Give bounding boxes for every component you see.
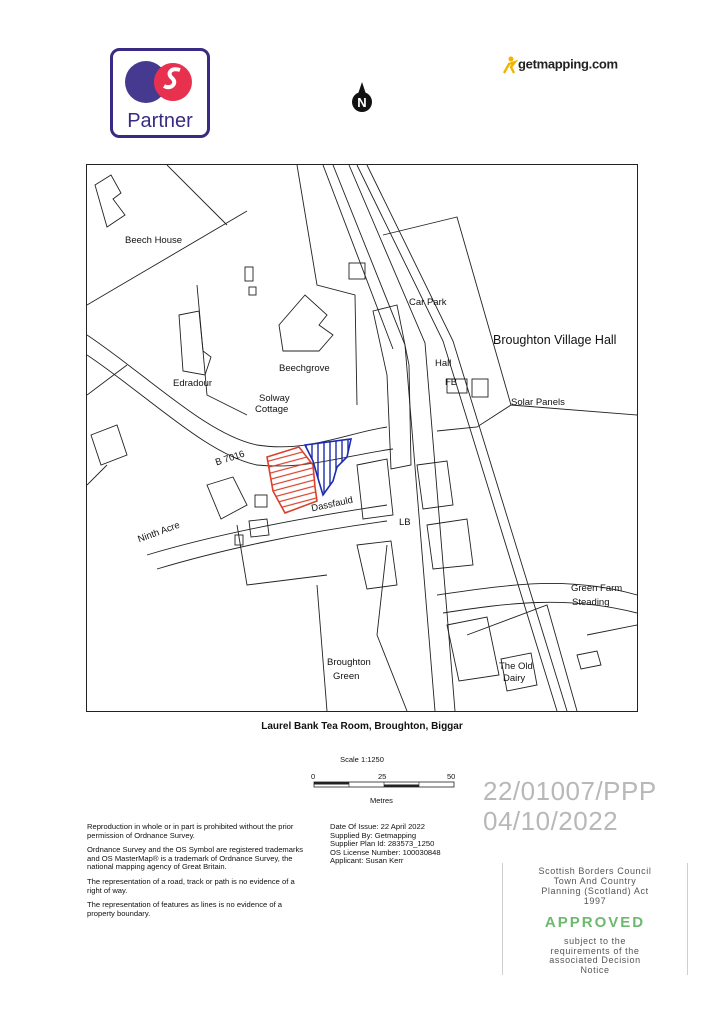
os-license: OS License Number: 100030848 xyxy=(330,847,441,857)
scale-tick-25: 25 xyxy=(378,772,387,781)
issue-date: Date Of Issue: 22 April 2022 xyxy=(330,822,425,831)
label-hall: Hall xyxy=(435,358,452,369)
label-broughton: Broughton xyxy=(327,657,371,668)
stamp-header-3: Planning (Scotland) Act xyxy=(541,886,649,896)
planning-reference: 22/01007/PPP xyxy=(483,776,657,806)
scale-label: Scale 1:1250 xyxy=(340,755,384,764)
scale-tick-50: 50 xyxy=(447,772,456,781)
map-linework xyxy=(87,165,637,711)
label-dairy: Dairy xyxy=(503,673,526,684)
note-trademark: Ordnance Survey and the OS Symbol are registered trademarks and OS MasterMap® is a trademark of Ordnance Survey, the national mapping agency of Great Britain. xyxy=(87,845,304,872)
stamp-status: APPROVED xyxy=(544,914,646,931)
label-steading: Steading xyxy=(572,597,610,608)
label-fb: FB xyxy=(445,377,458,388)
approval-stamp xyxy=(502,863,688,975)
stamp-sub-2: requirements of the xyxy=(550,945,640,956)
map-title: Laurel Bank Tea Room, Broughton, Biggar xyxy=(261,721,463,732)
label-edradour: Edradour xyxy=(173,378,213,389)
label-lb: LB xyxy=(399,517,411,528)
scale-unit: Metres xyxy=(370,796,393,805)
label-cottage: Cottage xyxy=(255,404,289,415)
label-b7016: B 7016 xyxy=(214,448,247,469)
scale-bar xyxy=(308,772,458,808)
label-green: Green xyxy=(333,671,360,682)
getmapping-figure-icon xyxy=(502,56,518,74)
stamp-header-4: 1997 xyxy=(583,896,607,906)
label-solar-panels: Solar Panels xyxy=(511,397,565,408)
supplier: Supplied By: Getmapping xyxy=(330,830,417,840)
issue-details xyxy=(330,823,490,866)
label-dassfauld: Dassfauld xyxy=(310,494,354,515)
planning-date: 04/10/2022 xyxy=(483,806,619,836)
stamp-header-1: Scottish Borders Council xyxy=(538,866,652,876)
getmapping-logo xyxy=(502,56,632,84)
label-car-park: Car Park xyxy=(409,297,447,308)
label-beechgrove: Beechgrove xyxy=(279,363,330,374)
note-reproduction: Reproduction in whole or in part is prohibited without the prior permission of Ordnance Survey. xyxy=(87,822,294,840)
label-the-old: The Old xyxy=(499,661,533,672)
north-arrow-icon xyxy=(350,80,374,116)
note-right-of-way: The representation of a road, track or path is no evidence of a right of way. xyxy=(87,876,295,895)
stamp-header-2: Town And Country xyxy=(553,876,637,886)
stamp-sub-4: Notice xyxy=(580,964,610,975)
label-beech-house: Beech House xyxy=(125,235,183,246)
getmapping-text: getmapping.com xyxy=(518,56,618,72)
label-green-farm: Green Farm xyxy=(571,583,623,594)
copyright-notes xyxy=(87,823,305,924)
site-location-map xyxy=(86,164,638,712)
stamp-sub-1: subject to the xyxy=(564,936,626,946)
svg-text:N: N xyxy=(357,95,367,110)
applicant: Applicant: Susan Kerr xyxy=(330,856,404,866)
os-partner-logo xyxy=(110,48,210,138)
stamp-sub-3: associated Decision xyxy=(549,955,641,965)
label-village-hall: Broughton Village Hall xyxy=(493,333,617,347)
supplier-plan-id: Supplier Plan Id: 283573_1250 xyxy=(330,839,435,849)
label-solway: Solway xyxy=(259,393,290,404)
scale-tick-0: 0 xyxy=(311,772,316,781)
note-boundary: The representation of features as lines is no evidence of a property boundary. xyxy=(87,900,283,918)
os-partner-text: Partner xyxy=(127,110,193,132)
label-ninth-acre: Ninth Acre xyxy=(136,519,182,546)
